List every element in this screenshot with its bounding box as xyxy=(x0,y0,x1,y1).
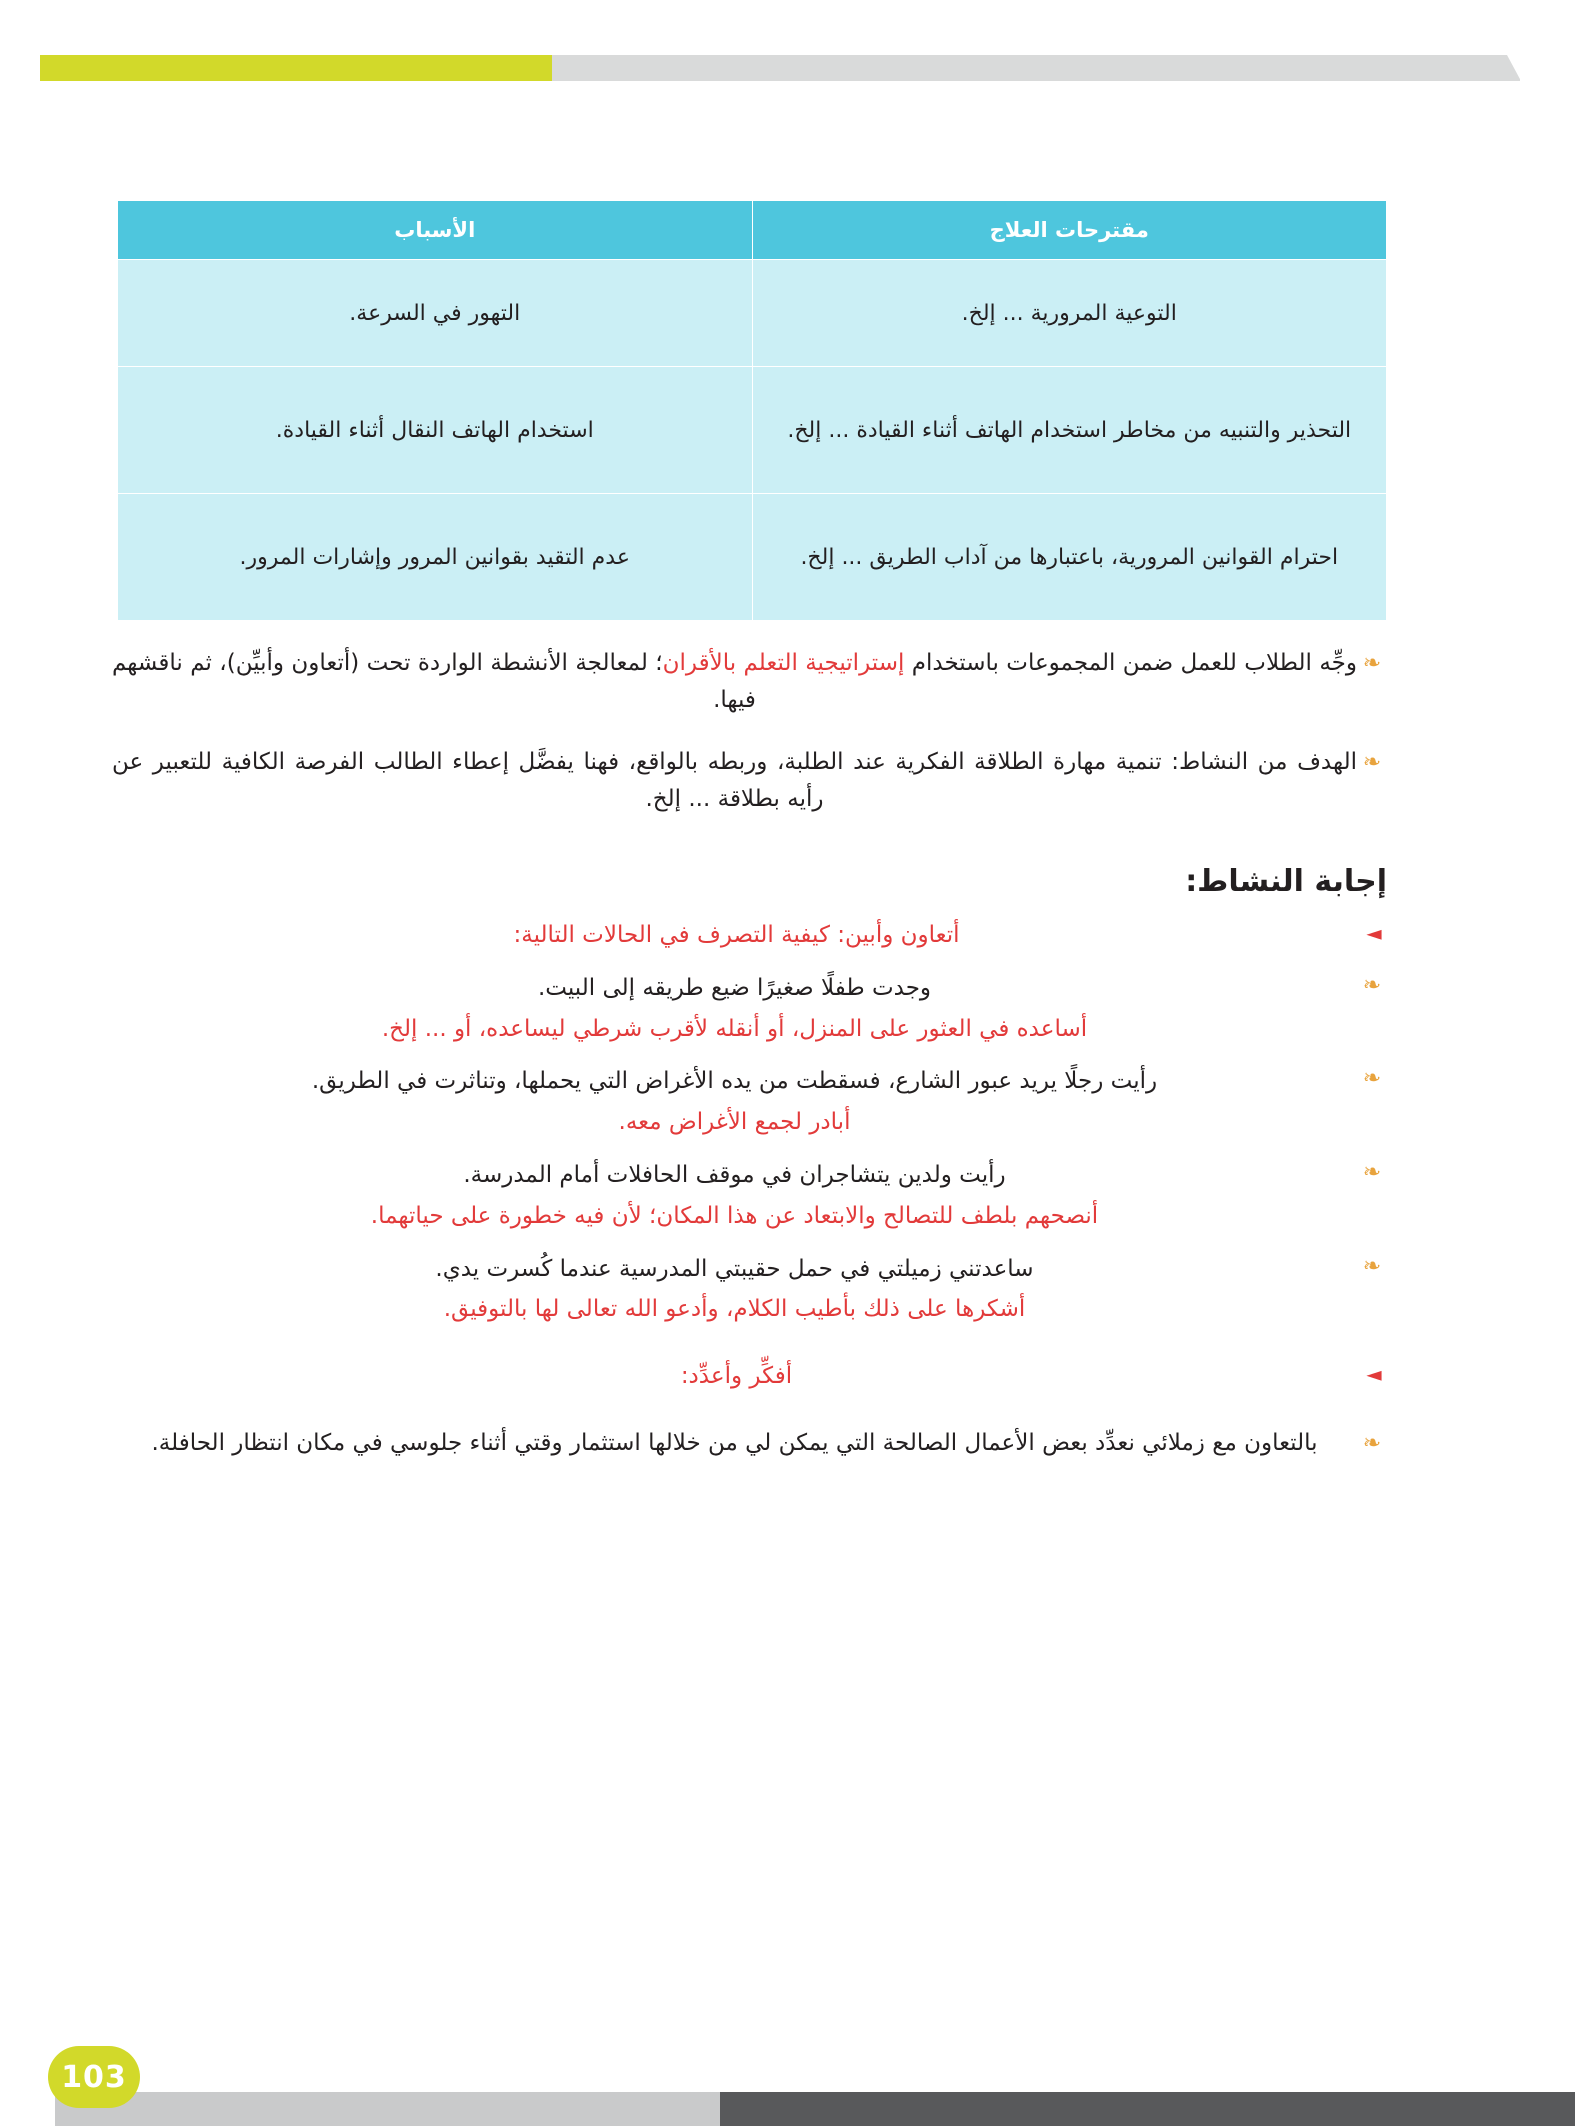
bullet-marker-icon: ❧ xyxy=(1362,651,1382,676)
case-prompt: وجدت طفلًا صغيرًا ضيع طريقه إلى البيت. xyxy=(537,974,932,1001)
bullet-marker-icon: ❧ xyxy=(1362,1159,1382,1185)
causes-remedies-table xyxy=(117,200,1387,621)
header-bar-grey-segment xyxy=(552,55,1520,81)
case-item xyxy=(112,1251,1387,1329)
table-header-row xyxy=(118,201,1387,260)
page-left-margin xyxy=(0,0,40,2126)
activity-one-heading-text: أتعاون وأبين: كيفية التصرف في الحالات التالية: xyxy=(513,922,960,948)
table-row xyxy=(118,367,1387,494)
case-answer: أنصحهم بلطف للتصالح والابتعاد عن هذا المكان؛ لأن فيه خطورة على حياتهما. xyxy=(370,1202,1099,1229)
case-item xyxy=(112,970,1387,1048)
table-cell-remedy: احترام القوانين المرورية، باعتبارها من آداب الطريق ... إلخ. xyxy=(752,494,1387,621)
case-answer: أبادر لجمع الأغراض معه. xyxy=(618,1109,851,1136)
activity-two-heading-text: أفكِّر وأعدِّد: xyxy=(680,1363,793,1390)
case-answer: أشكرها على ذلك بأطيب الكلام، وأدعو الله تعالى لها بالتوفيق. xyxy=(443,1296,1026,1323)
case-answer: أساعده في العثور على المنزل، أو أنقله لأقرب شرطي ليساعده، أو ... إلخ. xyxy=(381,1015,1088,1042)
bullet-marker-icon: ❧ xyxy=(1362,1253,1382,1279)
page-footer-bar xyxy=(0,2016,1575,2126)
table-cell-reason: التهور في السرعة. xyxy=(118,260,753,367)
teacher-note-1 xyxy=(112,645,1387,720)
teacher-note-2 xyxy=(112,744,1387,819)
activity-two-heading xyxy=(112,1358,1387,1395)
case-item xyxy=(112,1157,1387,1235)
table-cell-remedy: التحذير والتنبيه من مخاطر استخدام الهاتف أثناء القيادة ... إلخ. xyxy=(752,367,1387,494)
table-cell-reason: عدم التقيد بقوانين المرور وإشارات المرور. xyxy=(118,494,753,621)
bullet-marker-icon: ❧ xyxy=(1362,1430,1382,1456)
case-item xyxy=(112,1063,1387,1141)
bullet-marker-icon: ❧ xyxy=(1362,972,1382,998)
table-row xyxy=(118,494,1387,621)
section-title-activity-answer: إجابة النشاط: xyxy=(1185,864,1387,899)
table-cell-remedy: التوعية المرورية ... إلخ. xyxy=(752,260,1387,367)
table-header-reason: الأسباب xyxy=(118,201,753,260)
page-content xyxy=(112,200,1387,1462)
footer-bar-notch xyxy=(660,2092,720,2126)
bullet-marker-icon: ❧ xyxy=(1362,1066,1382,1092)
teacher-note-2-text: الهدف من النشاط: تنمية مهارة الطلاقة الفكرية عند الطلبة، وربطه بالواقع، فهنا يفضَّل إعطاء الطالب الفرصة الكافية للتعبير عن رأيه بطلاقة ... إلخ. xyxy=(112,748,1357,812)
bullet-marker-icon: ❧ xyxy=(1362,749,1382,775)
case-prompt: رأيت ولدين يتشاجران في موقف الحافلات أمام المدرسة. xyxy=(463,1161,1006,1188)
table-header-remedy: مقترحات العلاج xyxy=(752,201,1387,260)
activity-two-note-text: بالتعاون مع زملائي نعدِّد بعض الأعمال الصالحة التي يمكن لي من خلالها استثمار وقتي أثناء جلوسي في مكان انتظار الحافلة. xyxy=(151,1429,1318,1456)
teacher-note-1-text xyxy=(112,645,1357,720)
table-cell-reason: استخدام الهاتف النقال أثناء القيادة. xyxy=(118,367,753,494)
footer-bar-dark xyxy=(700,2092,1575,2126)
note-text-fragment: ؛ لمعالجة الأنشطة الواردة تحت (أتعاون وأبيِّن)، ثم ناقشهم فيها. xyxy=(112,650,756,714)
note-text-fragment: وجِّه الطلاب للعمل ضمن المجموعات باستخدام xyxy=(904,650,1357,676)
activity-two-note xyxy=(112,1425,1387,1462)
case-prompt: ساعدتني زميلتي في حمل حقيبتي المدرسية عندما كُسرت يدي. xyxy=(435,1255,1034,1282)
page-header-bar xyxy=(40,55,1520,81)
page-number: 103 xyxy=(48,2046,140,2108)
table-row xyxy=(118,260,1387,367)
activity-one-heading xyxy=(112,917,1387,954)
arrow-bullet-icon: ◄ xyxy=(1366,921,1382,945)
case-prompt: رأيت رجلًا يريد عبور الشارع، فسقطت من يده الأغراض التي يحملها، وتناثرت في الطريق. xyxy=(311,1068,1158,1095)
highlighted-strategy-text: إستراتيجية التعلم بالأقران xyxy=(662,650,905,676)
arrow-bullet-icon: ◄ xyxy=(1366,1362,1382,1387)
header-bar-yellow-segment xyxy=(40,55,552,81)
